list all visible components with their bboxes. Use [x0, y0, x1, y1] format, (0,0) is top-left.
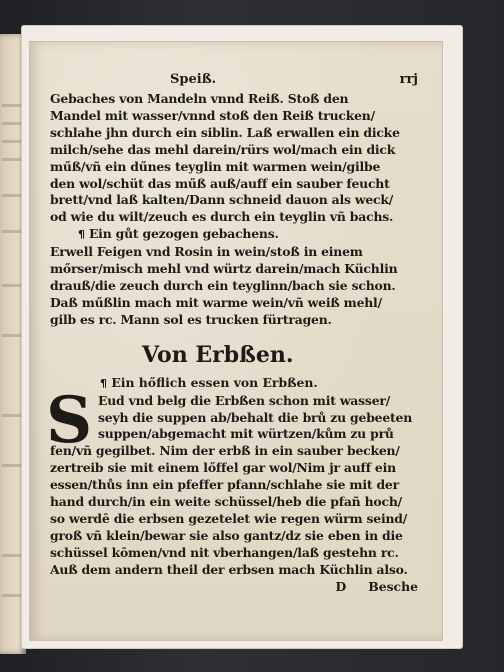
- text-line: so werdē die erbsen gezetelet wie regen würm seind/: [50, 510, 408, 526]
- page-footer: [50, 579, 426, 596]
- text-line: hand durch/in ein weite schüssel/heb die pfañ hoch/: [50, 494, 402, 510]
- pilcrow-icon: ¶: [100, 376, 107, 390]
- text-line: den wol/schüt das műß auß/auff ein sauber feucht: [50, 175, 390, 191]
- text-line: drauß/die zeuch durch ein teyglinn/bach sie schon.: [50, 277, 396, 293]
- text-line: groß vñ klein/bewar sie also gantz/dz sie eben in die: [50, 527, 403, 543]
- text-line: fen/vñ gegilbet. Nim der erbß in ein sauber becken/: [50, 443, 400, 459]
- text-line: Erwell Feigen vnd Rosin in wein/stoß in einem: [50, 244, 363, 260]
- text-line: schlahe jhn durch ein siblin. Laß erwallen ein dicke: [50, 124, 400, 140]
- text-line: essen/thůs inn ein pfeffer pfann/schlahe sie mit der: [50, 477, 399, 493]
- page-text-block: [46, 72, 426, 595]
- text-line: suppen/abgemacht mit würtzen/kům zu prů: [98, 426, 394, 442]
- text-line: zertreib sie mit einem lőffel gar wol/Nim jr auff ein: [50, 460, 396, 476]
- recipe-title: ¶ Ein hőflich essen von Erbßen.: [100, 374, 318, 390]
- text-line: Auß dem andern theil der erbsen mach Küchlin also.: [50, 561, 408, 577]
- text-line: seyh die suppen ab/behalt die brů zu gebeeten: [98, 409, 413, 425]
- drop-capital: S: [46, 382, 93, 458]
- text-line: schüssel kōmen/vnd nit vberhangen/laß gestehn rc.: [50, 544, 399, 560]
- pilcrow-icon: ¶: [78, 228, 85, 242]
- text-line: milch/sehe das mehl darein/rürs wol/mach ein dick: [50, 141, 396, 157]
- recipe-title: ¶ Ein gůt gezogen gebachens.: [78, 226, 279, 242]
- text-line: brett/vnd laß kalten/Dann schneid dauon als weck/: [50, 192, 394, 208]
- text-line: od wie du wilt/zeuch es durch ein teyglin vñ bachs.: [50, 209, 394, 225]
- catchword: Besche: [368, 578, 418, 594]
- running-header: [50, 72, 426, 91]
- signature-mark: D: [335, 578, 347, 594]
- recipe-almond-rice: [50, 91, 426, 226]
- text-line: Eud vnd belg die Erbßen schon mit wasser/: [98, 392, 391, 408]
- running-head: Speiß.: [170, 72, 217, 87]
- folio-number: rrj: [399, 72, 418, 87]
- recipe-figs-raisins: [50, 244, 426, 329]
- text-line: műß/vñ ein dűnes teyglin mit warmen wein/gilbe: [50, 158, 381, 174]
- text-line: Daß műßlin mach mit warme wein/vñ weiß mehl/: [50, 294, 382, 310]
- section-heading: Von Erbßen.: [142, 341, 294, 368]
- text-line: Gebaches von Mandeln vnnd Reiß. Stoß den: [50, 91, 349, 106]
- text-line: Mandel mit wasser/vnnd stoß den Reiß trucken/: [50, 107, 375, 123]
- text-line: gilb es rc. Mann sol es trucken fürtragen.: [50, 311, 332, 327]
- text-line: mőrser/misch mehl vnd würtz darein/mach Küchlin: [50, 261, 398, 277]
- book-page: [30, 42, 442, 640]
